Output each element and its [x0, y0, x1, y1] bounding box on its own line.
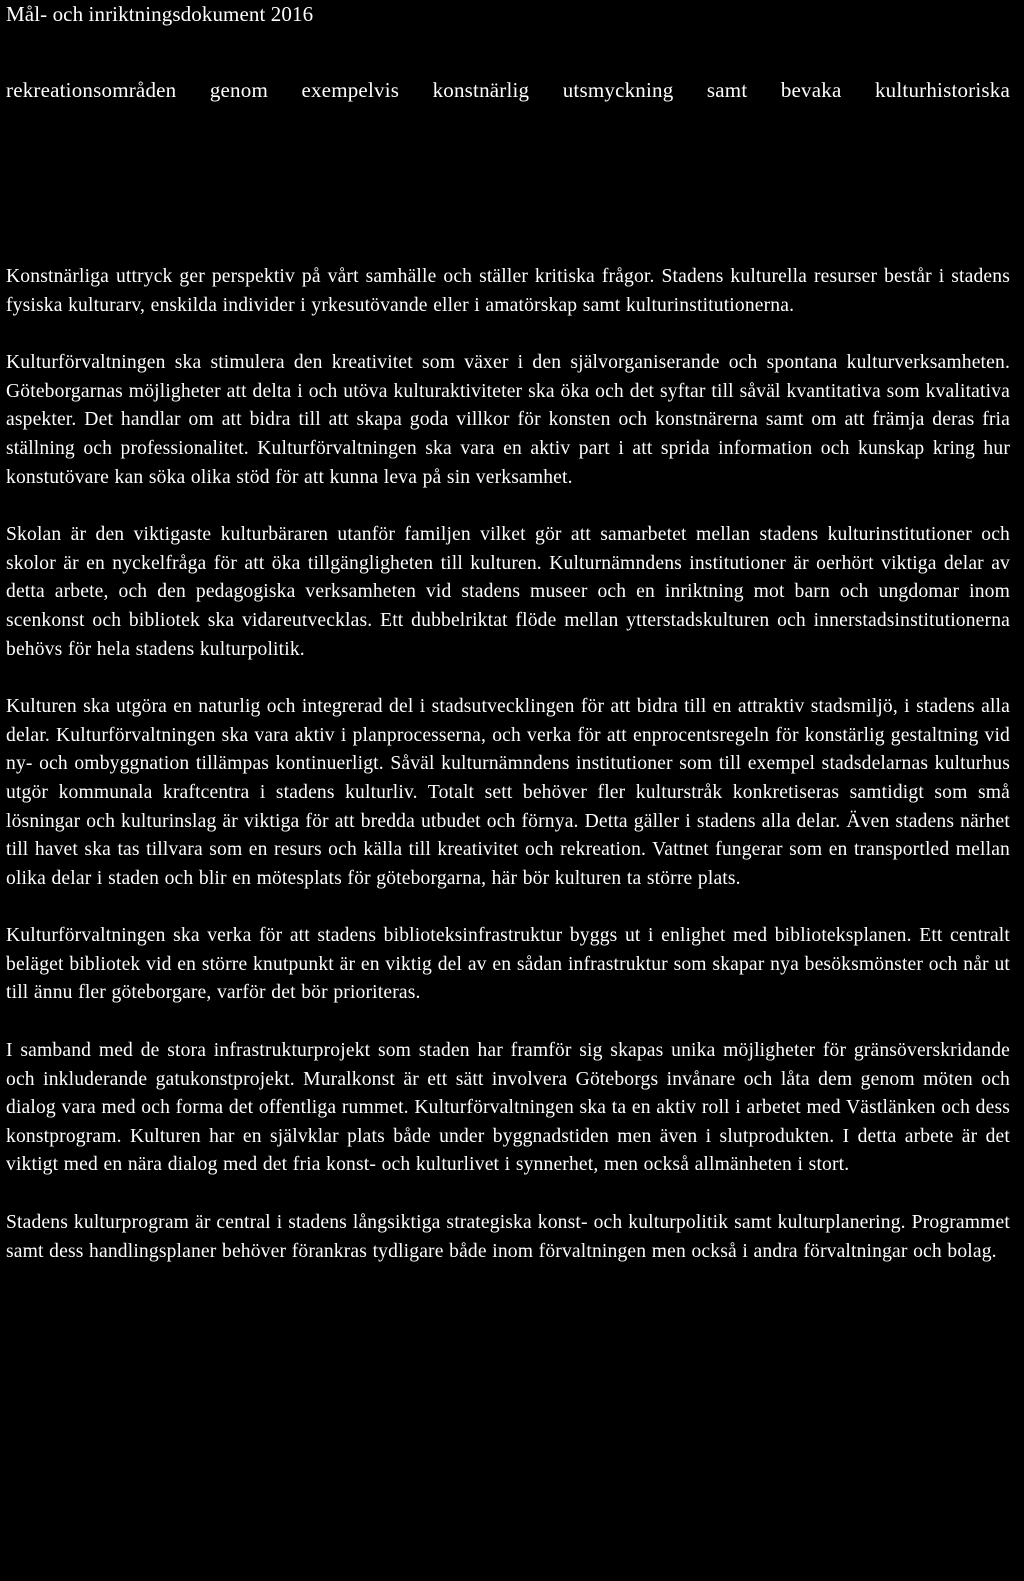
- carryover-text-line: rekreationsområden genom exempelvis konstnärlig utsmyckning samt bevaka kulturhistoriska: [6, 78, 1010, 102]
- paragraph-stimulera-kreativitet: Kulturförvaltningen ska stimulera den kreativitet som växer i den självorganiserande och spontana kulturverksamheten. Göteborgarnas möjligheter att delta i och utöva kulturaktiviteter ska öka och det syftar till såväl kvantitativa som kvalitativa aspekter. Det handlar om att bidra till att skapa goda villkor för konsten och konstnärerna samt om att främja deras fria ställning och professionalitet. Kulturförvaltningen ska vara en aktiv part i att sprida information och kunskap kring hur konstutövare kan söka olika stöd för att kunna leva på sin verksamhet.: [6, 352, 1010, 488]
- paragraph-skolan: Skolan är den viktigaste kulturbäraren utanför familjen vilket gör att samarbetet mellan stadens kulturinstitutioner och skolor är en nyckelfråga för att öka tillgängligheten till kulturen. Kulturnämndens institutioner är oerhört viktiga delar av detta arbete, och den pedagogiska verksamheten vid stadens museer och en inriktning mot barn och ungdomar inom scenkonst och bibliotek ska vidareutvecklas. Ett dubbelriktat flöde mellan ytterstadskulturen och innerstadsinstitutionerna behövs för hela stadens kulturpolitik.: [6, 524, 1010, 660]
- paragraph-biblioteksinfrastruktur: Kulturförvaltningen ska verka för att stadens biblioteksinfrastruktur byggs ut i enlighet med biblioteksplanen. Ett centralt beläget bibliotek vid en större knutpunkt är en viktig del av en sådan infrastruktur som skapar nya besöksmönster och når ut till ännu fler göteborgare, varför det bör prioriteras.: [6, 925, 1010, 1004]
- paragraph-infrastrukturprojekt: I samband med de stora infrastrukturprojekt som staden har framför sig skapas unika möjligheter för gränsöverskridande och inkluderande gatukonstprojekt. Muralkonst är ett sätt involvera Göteborgs invånare och låta dem genom möten och dialog vara med och forma det offentliga rummet. Kulturförvaltningen ska ta en aktiv roll i arbetet med Västlänken och dess konstprogram. Kulturen har en självklar plats både under byggnadstiden men även i slutprodukten. I detta arbete är det viktigt med en nära dialog med det fria konst- och kulturlivet i synnerhet, men också allmänheten i stort.: [6, 1040, 1010, 1176]
- paragraph-stadsutveckling: Kulturen ska utgöra en naturlig och integrerad del i stadsutvecklingen för att bidra till en attraktiv stadsmiljö, i stadens alla delar. Kulturförvaltningen ska vara aktiv i planprocesserna, och verka för att enprocentsregeln för konstärlig gestaltning vid ny- och ombyggnation tillämpas kontinuerligt. Såväl kulturnämndens institutioner som till exempel stadsdelarnas kulturhus utgör kommunala kraftcentra i stadens kulturliv. Totalt sett behöver fler kulturstråk konkretiseras samtidigt som små lösningar och kulturinslag är viktiga för att bredda utbudet och förnya. Detta gäller i stadens alla delar. Även stadens närhet till havet ska tas tillvara som en resurs och källa till kreativitet och rekreation. Vattnet fungerar som en transportled mellan olika delar i staden och blir en mötesplats för göteborgarna, här bör kulturen ta större plats.: [6, 696, 1010, 889]
- document-header: Mål- och inriktningsdokument 2016: [6, 2, 314, 26]
- document-body: [6, 263, 1010, 1295]
- paragraph-konstnarliga-uttryck: Konstnärliga uttryck ger perspektiv på vårt samhälle och ställer kritiska frågor. Stadens kulturella resurser består i stadens fysiska kulturarv, enskilda individer i yrkesutövande eller i amatörskap samt kulturinstitutionerna.: [6, 266, 1010, 316]
- paragraph-kulturprogram: Stadens kulturprogram är central i stadens långsiktiga strategiska konst- och kulturpolitik samt kulturplanering. Programmet samt dess handlingsplaner behöver förankras tydligare både inom förvaltningen men också i andra förvaltningar och bolag.: [6, 1212, 1010, 1262]
